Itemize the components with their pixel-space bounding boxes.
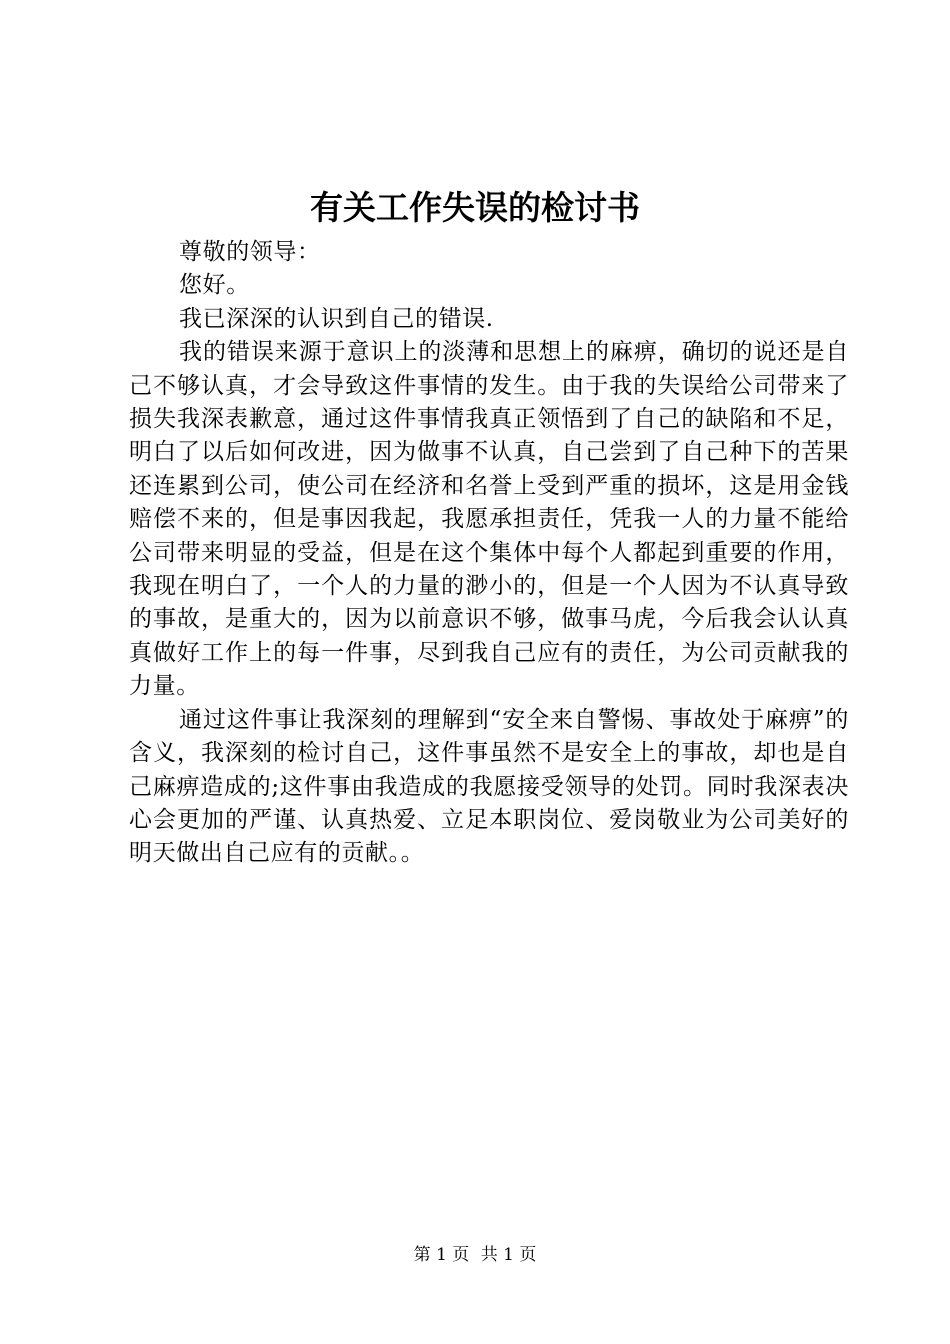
paragraph-closing: 通过这件事让我深刻的理解到“安全来自警惕、事故处于麻痹”的含义，我深刻的检讨自己，这件事虽然不是安全上的事故，却也是自己麻痹造成的;这件事由我造成的我愿接受领导的处罚。同时我深表决心会更加的严谨、认真热爱、立足本职岗位、爱岗敬业为公司美好的明天做出自己应有的贡献。。 — [129, 706, 849, 867]
salutation: 尊敬的领导： — [179, 239, 321, 265]
document-title: 有关工作失误的检讨书 — [310, 188, 640, 227]
document-body — [129, 236, 849, 871]
paragraph-main: 我的错误来源于意识上的淡薄和思想上的麻痹，确切的说还是自己不够认真，才会导致这件事情的发生。由于我的失误给公司带来了损失我深表歉意，通过这件事情我真正领悟到了自己的缺陷和不足，明白了以后如何改进，因为做事不认真，自己尝到了自己种下的苦果还连累到公司，使公司在经济和名誉上受到严重的损坏，这是用金钱赔偿不来的，但是事因我起，我愿承担责任，凭我一人的力量不能给公司带来明显的受益，但是在这个集体中每个人都起到重要的作用，我现在明白了，一个人的力量的渺小的，但是一个人因为不认真导致的事故，是重大的，因为以前意识不够，做事马虎，今后我会认认真真做好工作上的每一件事，尽到我自己应有的责任，为公司贡献我的力量。 — [129, 339, 849, 700]
paragraph-opening: 我已深深的认识到自己的错误. — [179, 305, 494, 332]
page-footer — [0, 1244, 950, 1266]
page-total: 共 1 页 — [480, 1245, 537, 1265]
page-number: 第 1 页 — [413, 1245, 470, 1265]
greeting: 您好。 — [179, 272, 250, 299]
